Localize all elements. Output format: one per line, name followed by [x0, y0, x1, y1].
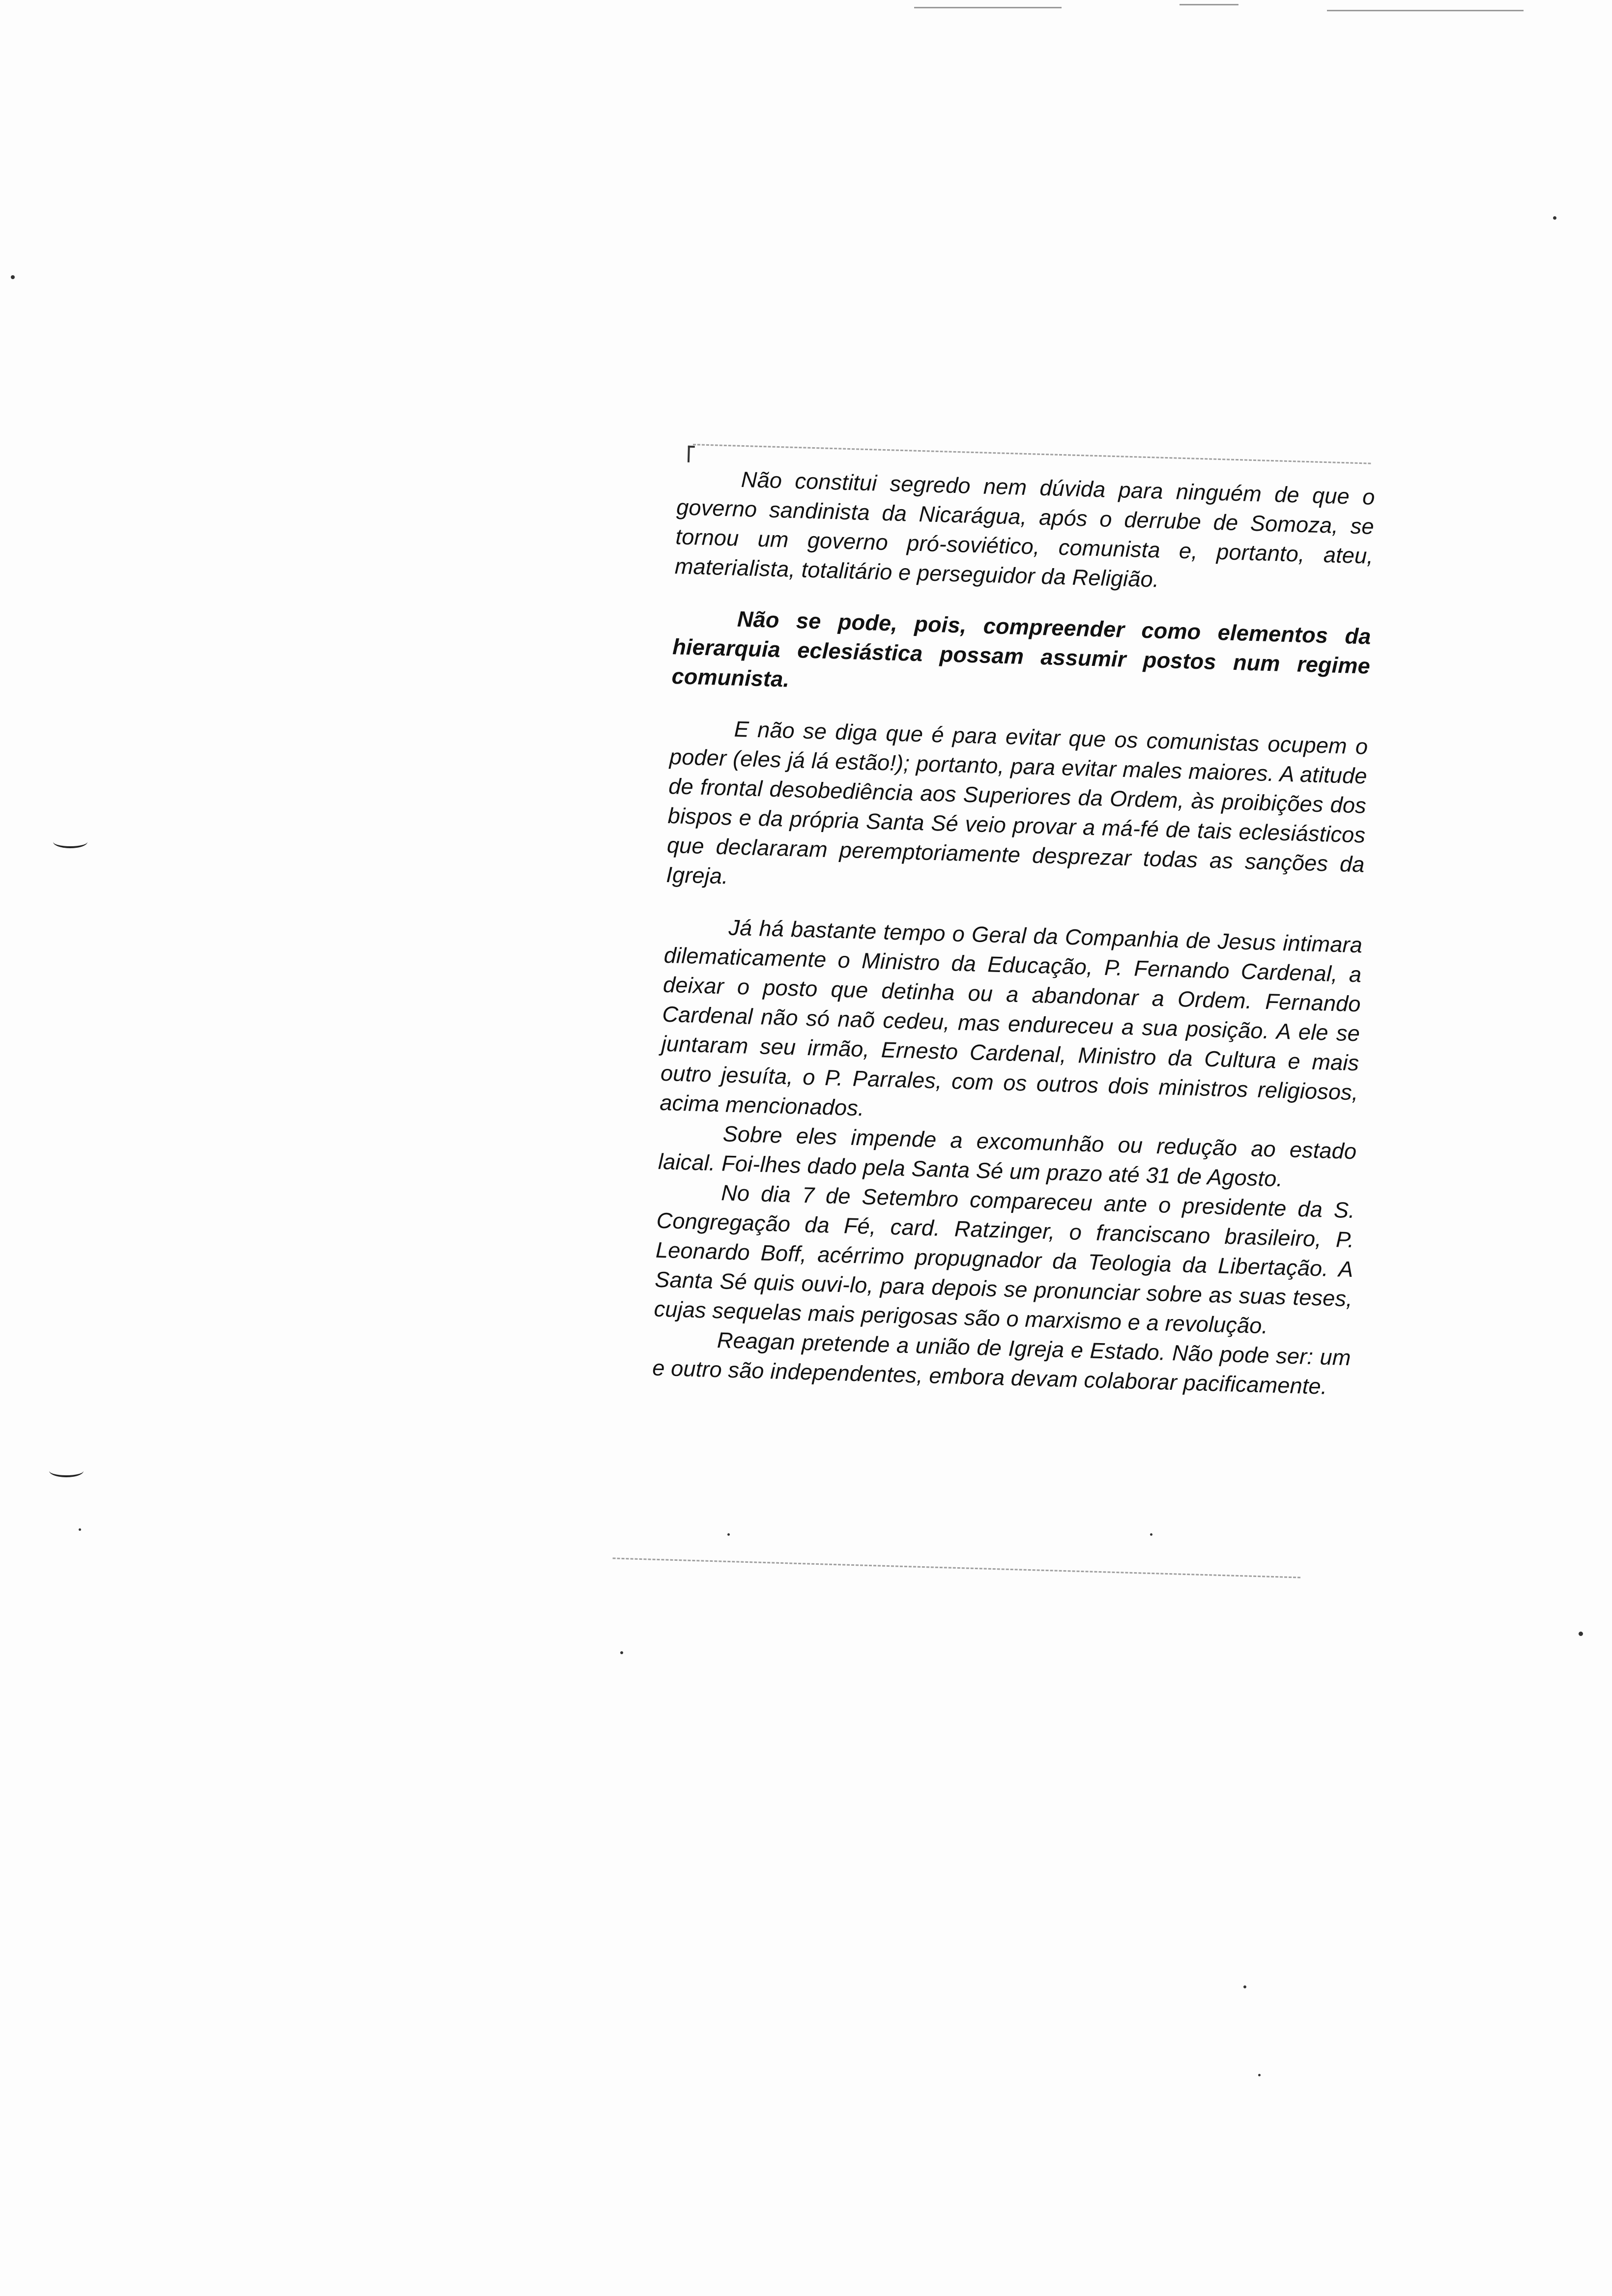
article-paragraph: Já há bastante tempo o Geral da Companhia de Jesus intimara dilematicamente o Ministro da Educação, P. Fernando Cardenal, a deixar o posto que detinha ou a abandonar a Ordem. Fernando Cardenal não só naõ cedeu, mas endureceu a sua posição. A ele se juntaram seu irmão, Ernesto Cardenal, Ministro da Cultura e mais outro jesuíta, o P. Parrales, com os outros dois ministros religiosos, acima mencionados.: [659, 915, 1363, 1121]
clipping-bottom-edge: [613, 1557, 1301, 1578]
article-paragraph: No dia 7 de Setembro compareceu ante o presidente da S. Congregação da Fé, card. Ratzinger, o franciscano brasileiro, P. Leonardo Boff, acérrimo propugnador da Teologia da Libertação. A Santa Sé quis ouvi-lo, para depois se pronunciar sobre as suas teses, cujas sequelas mais perigosas são o marxismo e a revolução.: [654, 1180, 1355, 1339]
speck: [620, 1651, 623, 1654]
margin-mark: [53, 835, 87, 848]
newspaper-clipping: [607, 442, 1406, 1594]
speck: [11, 275, 15, 279]
article-paragraph: Reagan pretende a união de Igreja e Estado. Não pode ser: um e outro são independentes, embora devam colaborar pacificamente.: [652, 1327, 1352, 1399]
speck: [1258, 2074, 1261, 2076]
article-paragraph: E não se diga que é para evitar que os comunistas ocupem o poder (eles já lá estão!); portanto, para evitar males maiores. A atitude de frontal desobediência aos Superiores da Ordem, às proibições dos bispos e da própria Santa Sé veio provar a má-fé de tais eclesiásticos que declararam peremptoriamente desprezar todas as sanções da Igreja.: [665, 716, 1369, 889]
article-paragraph: Não constitui segredo nem dúvida para ninguém de que o governo sandinista da Nicarágua, após o derrube de Somoza, se tornou um governo pró-soviético, comunista e, portanto, ateu, materialista, totalitário e perseguidor da Religião.: [674, 466, 1376, 592]
article-paragraph: Sobre eles impende a excomunhão ou redução ao estado laical. Foi-lhes dado pela Santa Sé um prazo até 31 de Agosto.: [658, 1121, 1357, 1192]
clipping-corner-bracket: [688, 446, 695, 462]
article-paragraph: Não se pode, pois, compreender como elementos da hierarquia eclesiástica possam assumir postos num regime comunista.: [671, 606, 1372, 692]
article-body: [652, 463, 1376, 1402]
speck: [1553, 216, 1556, 220]
speck: [79, 1528, 81, 1531]
speck: [1243, 1985, 1246, 1988]
margin-mark: [49, 1464, 84, 1477]
clipping-top-edge: [693, 444, 1371, 464]
scan-edge-mark: [1327, 10, 1524, 11]
scan-edge-mark: [1180, 4, 1238, 5]
speck: [1579, 1632, 1583, 1636]
scan-edge-mark: [914, 7, 1062, 8]
